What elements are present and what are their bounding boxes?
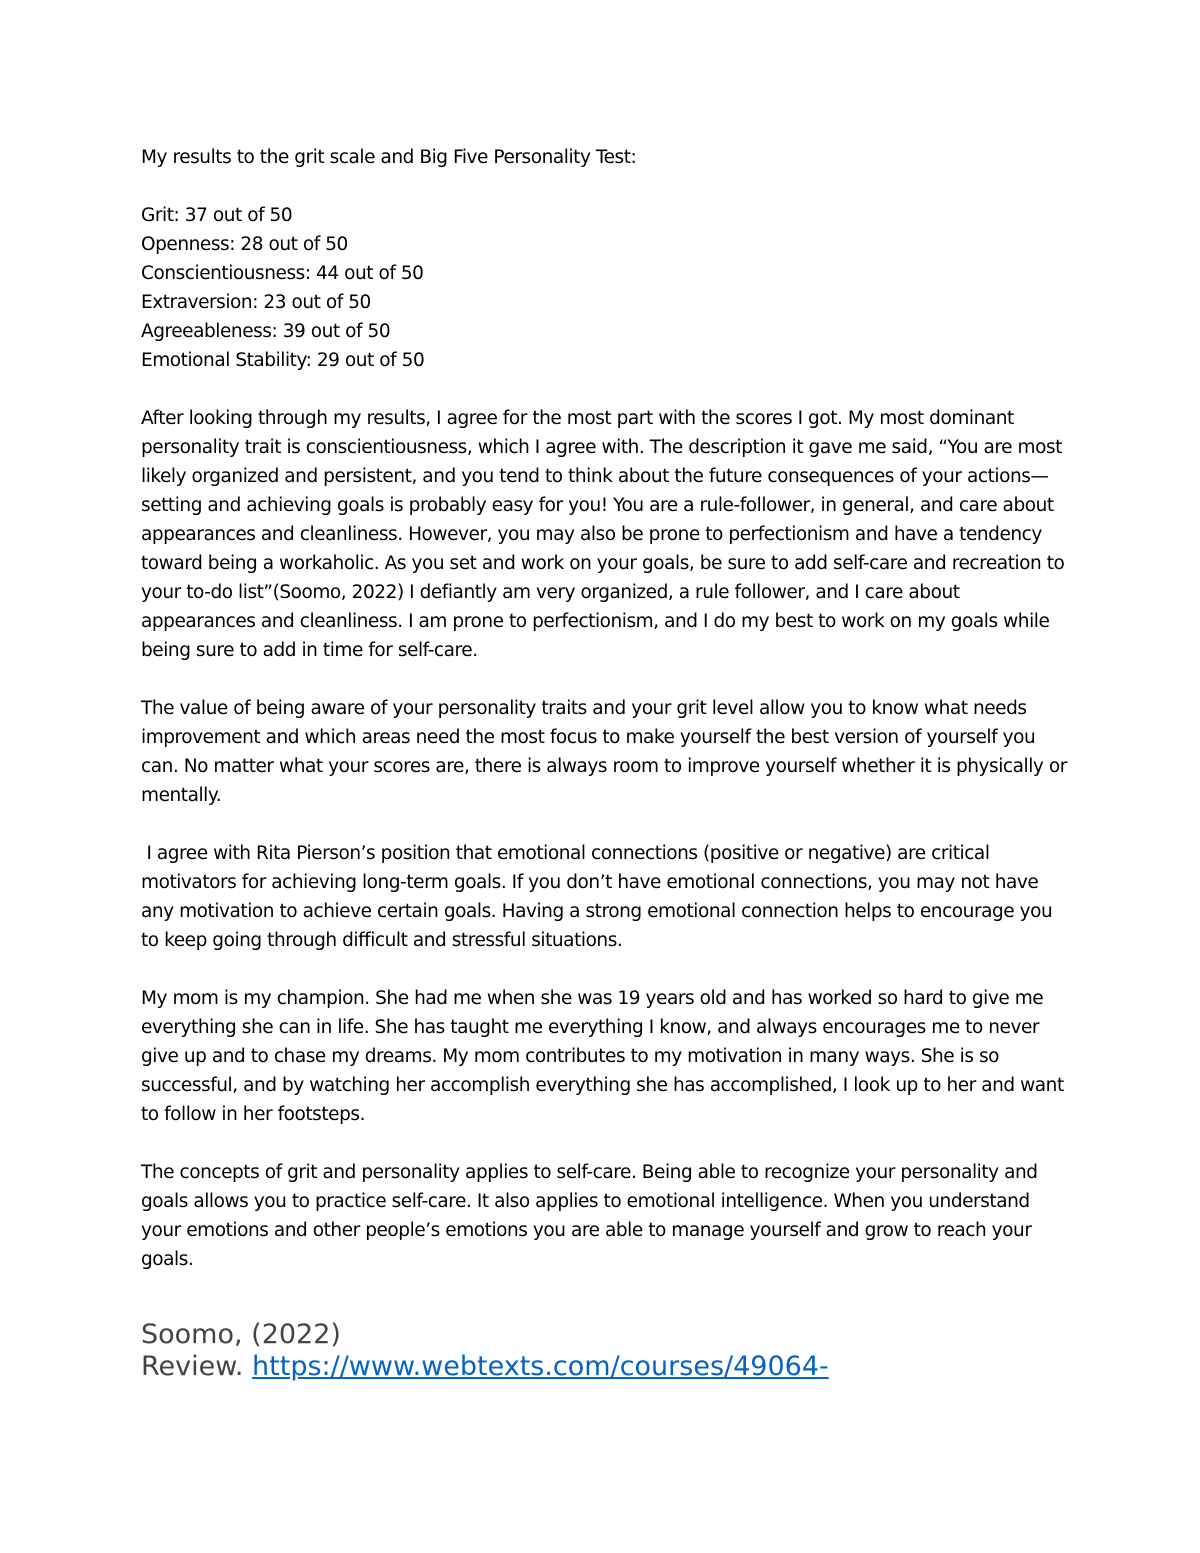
score-list xyxy=(141,201,1071,375)
paragraph-champion: My mom is my champion. She had me when she was 19 years old and has worked so hard to give me everything she can in life. She has taught me everything I know, and always encourages me to never give up and to chase my dreams. My mom contributes to my motivation in many ways. She is so successful, and by watching her accomplish everything she has accomplished, I look up to her and want to follow in her footsteps. xyxy=(141,988,1064,1125)
paragraph-self-care: The concepts of grit and personality applies to self-care. Being able to recognize your personality and goals allows you to practice self-care. It also applies to emotional intelligence. When you understand your emotions and other people’s emotions you are able to manage yourself and grow to reach your goals. xyxy=(141,1162,1038,1270)
paragraph-results: After looking through my results, I agree for the most part with the scores I got. My most dominant personality trait is conscientiousness, which I agree with. The description it gave me said, “You are most likely organized and persistent, and you tend to think about the future consequences of your actions—setting and achieving goals is probably easy for you! You are a rule-follower, in general, and care about appearances and cleanliness. However, you may also be prone to perfectionism and have a tendency toward being a workaholic. As you set and work on your goals, be sure to add self-care and recreation to your to-do list”(Soomo, 2022) I defiantly am very organized, a rule follower, and I care about appearances and cleanliness. I am prone to perfectionism, and I do my best to work on my goals while being sure to add in time for self-care. xyxy=(141,408,1065,661)
paragraph-value: The value of being aware of your personality traits and your grit level allow you to know what needs improvement and which areas need the most focus to make yourself the best version of yourself you can. No matter what your scores are, there is always room to improve yourself whether it is physically or mentally. xyxy=(141,698,1067,806)
reference-review-line xyxy=(141,1351,1141,1383)
score-conscientiousness: Conscientiousness: 44 out of 50 xyxy=(141,263,424,284)
score-openness: Openness: 28 out of 50 xyxy=(141,234,348,255)
score-extraversion: Extraversion: 23 out of 50 xyxy=(141,292,371,313)
document-heading: My results to the grit scale and Big Five Personality Test: xyxy=(141,147,637,168)
reference-review-label: Review. xyxy=(141,1351,244,1382)
paragraph-emotional-connections: I agree with Rita Pierson’s position that emotional connections (positive or negative) are critical motivators for achieving long-term goals. If you don’t have emotional connections, you may not have any motivation to achieve certain goals. Having a strong emotional connection helps to encourage you to keep going through difficult and stressful situations. xyxy=(141,843,1058,951)
reference-link[interactable]: https://www.webtexts.com/courses/49064- xyxy=(252,1351,829,1382)
score-emotional-stability: Emotional Stability: 29 out of 50 xyxy=(141,350,425,371)
reference-author-year: Soomo, (2022) xyxy=(141,1319,341,1350)
document-body xyxy=(141,143,1071,1303)
score-grit: Grit: 37 out of 50 xyxy=(141,205,293,226)
reference-citation xyxy=(141,1319,1141,1383)
score-agreeableness: Agreeableness: 39 out of 50 xyxy=(141,321,391,342)
